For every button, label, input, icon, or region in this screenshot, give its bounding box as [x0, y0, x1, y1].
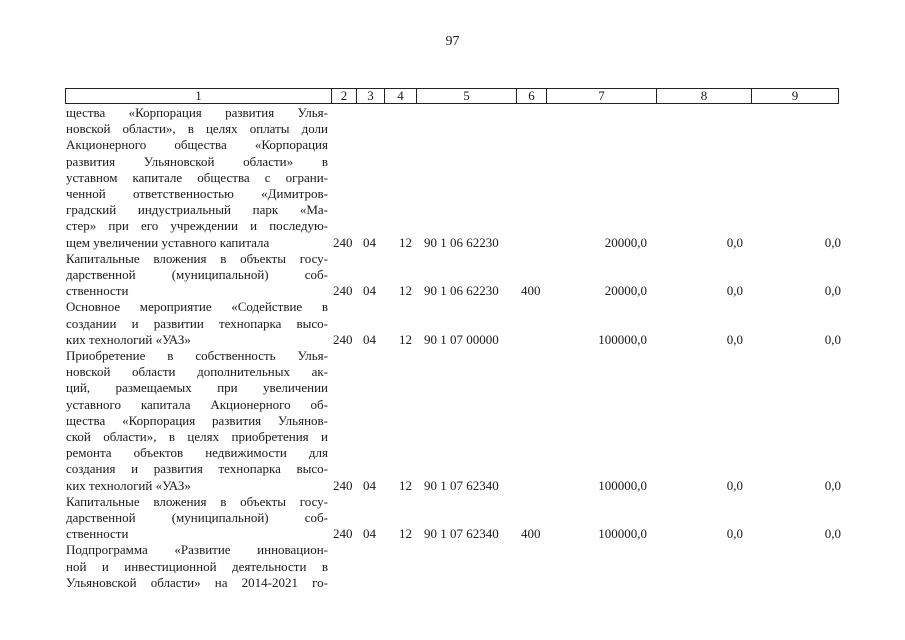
col-2-value: 240 — [333, 234, 353, 250]
description-line: ственности — [66, 526, 129, 542]
col-8-amount: 0,0 — [726, 234, 743, 250]
row-description — [66, 105, 328, 251]
col-3-value: 04 — [363, 526, 376, 542]
table-row — [0, 542, 905, 591]
col-9-amount: 0,0 — [824, 283, 841, 299]
table-body — [0, 105, 905, 591]
row-description — [66, 348, 328, 494]
col-8-amount: 0,0 — [726, 526, 743, 542]
col-2-value: 240 — [333, 526, 353, 542]
description-line: стер» при его учреждении и последую- — [66, 218, 328, 234]
col-6-value: 400 — [521, 526, 541, 542]
description-line: создания и развития технопарка высо- — [66, 461, 328, 477]
header-col-9: 9 — [791, 88, 799, 103]
col-8-amount: 0,0 — [726, 331, 743, 347]
description-line: Капитальные вложения в объекты госу- — [66, 250, 328, 266]
description-line: ких технологий «УАЗ» — [66, 331, 191, 347]
row-description — [66, 251, 328, 300]
description-line: ской области», в целях приобретения и — [66, 429, 328, 445]
table-header-row — [65, 88, 839, 104]
col-5-value: 90 1 07 62340 — [424, 477, 499, 493]
description-line: ких технологий «УАЗ» — [66, 477, 191, 493]
table-row — [0, 299, 905, 348]
col-5-value: 90 1 07 00000 — [424, 331, 499, 347]
col-7-amount: 100000,0 — [598, 331, 647, 347]
col-4-value: 12 — [399, 477, 412, 493]
header-col-8: 8 — [657, 89, 752, 103]
col-9-amount: 0,0 — [824, 526, 841, 542]
description-line: щем увеличении уставного капитала — [66, 234, 270, 250]
description-line: дарственной (муниципальной) соб- — [66, 510, 328, 526]
description-line: создании и развитии технопарка высо- — [66, 315, 328, 331]
col-7-amount: 100000,0 — [598, 526, 647, 542]
table-row — [0, 105, 905, 251]
col-4-value: 12 — [399, 234, 412, 250]
col-5-value: 90 1 06 62230 — [424, 234, 499, 250]
col-2-value: 240 — [333, 477, 353, 493]
col-3-value: 04 — [363, 331, 376, 347]
header-col-1: 1 — [66, 89, 332, 103]
description-line: Капитальные вложения в объекты госу- — [66, 493, 328, 509]
col-9-amount: 0,0 — [824, 331, 841, 347]
header-col-3: 3 — [357, 89, 385, 103]
description-line: градский индустриальный парк «Ма- — [66, 202, 328, 218]
row-description — [66, 494, 328, 543]
description-line: Приобретение в собственность Улья- — [66, 348, 328, 364]
col-5-value: 90 1 07 62340 — [424, 526, 499, 542]
description-line: щества «Корпорация развития Ульянов- — [66, 412, 328, 428]
description-line: Подпрограмма «Развитие инновацион- — [66, 542, 328, 558]
col-3-value: 04 — [363, 477, 376, 493]
description-line: уставного капитала Акционерного об- — [66, 396, 328, 412]
col-8-amount: 0,0 — [726, 283, 743, 299]
row-description — [66, 542, 328, 591]
col-7-amount: 20000,0 — [604, 234, 647, 250]
description-line: ций, размещаемых при увеличении — [66, 380, 328, 396]
col-4-value: 12 — [399, 283, 412, 299]
description-line: новской области дополнительных ак- — [66, 364, 328, 380]
col-7-amount: 100000,0 — [598, 477, 647, 493]
description-line: ченной ответственностью «Димитров- — [66, 186, 328, 202]
description-line: Ульяновской области» на 2014-2021 го- — [66, 574, 328, 590]
description-line: ной и инвестиционной деятельности в — [66, 558, 328, 574]
col-9-amount: 0,0 — [824, 234, 841, 250]
col-7-amount: 20000,0 — [604, 283, 647, 299]
description-line: новской области», в целях оплаты доли — [66, 121, 328, 137]
description-line: Основное мероприятие «Содействие в — [66, 299, 328, 315]
row-description — [66, 299, 328, 348]
col-9-amount: 0,0 — [824, 477, 841, 493]
col-5-value: 90 1 06 62230 — [424, 283, 499, 299]
col-2-value: 240 — [333, 283, 353, 299]
header-col-5: 5 — [417, 89, 517, 103]
col-3-value: 04 — [363, 283, 376, 299]
description-line: дарственной (муниципальной) соб- — [66, 267, 328, 283]
table-row — [0, 348, 905, 494]
col-4-value: 12 — [399, 526, 412, 542]
header-col-6: 6 — [517, 89, 547, 103]
table-row — [0, 494, 905, 543]
col-6-value: 400 — [521, 283, 541, 299]
description-line: ственности — [66, 283, 129, 299]
header-col-2: 2 — [332, 89, 357, 103]
header-col-4: 4 — [385, 89, 417, 103]
description-line: щества «Корпорация развития Улья- — [66, 105, 328, 120]
description-line: ремонта объектов недвижимости для — [66, 445, 328, 461]
table-row — [0, 251, 905, 300]
col-3-value: 04 — [363, 234, 376, 250]
page-number: 97 — [445, 34, 460, 49]
description-line: развития Ульяновской области» в — [66, 153, 328, 169]
description-line: уставном капитале общества с ограни- — [66, 169, 328, 185]
description-line: Акционерного общества «Корпорация — [66, 137, 328, 153]
col-4-value: 12 — [399, 331, 412, 347]
header-col-7: 7 — [547, 89, 657, 103]
col-2-value: 240 — [333, 331, 353, 347]
col-8-amount: 0,0 — [726, 477, 743, 493]
